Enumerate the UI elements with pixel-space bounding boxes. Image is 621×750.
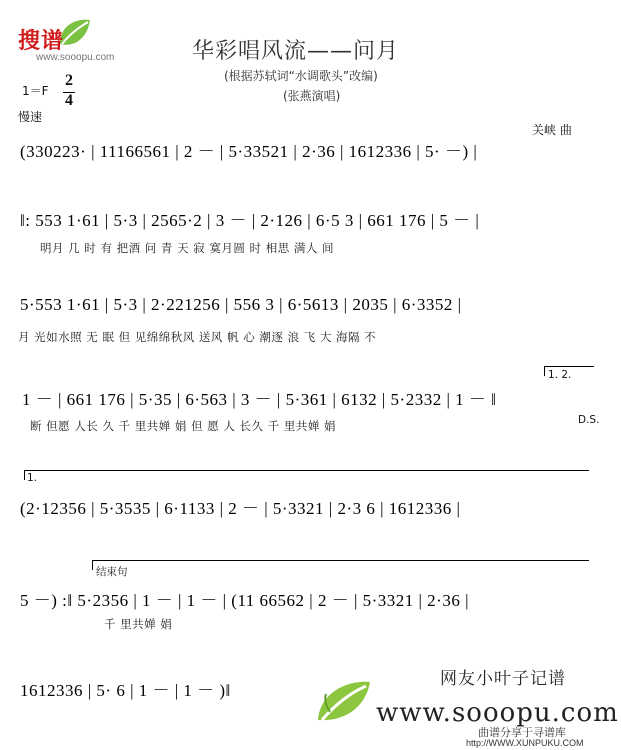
footer-small-url[interactable]: http://WWW.XUNPUKU.COM: [466, 738, 584, 748]
score-line-5: (2·12356 | 5·3535 | 6·1133 | 2 － | 5·3321 | 2·3 6 | 1612336 |: [20, 499, 461, 518]
lyrics-line-6: 千 里共婵 娟: [104, 617, 173, 631]
ending-1-tick: [24, 470, 25, 480]
footer-tagline: 曲谱分享于寻谱库: [478, 726, 566, 739]
ending-bracket-line: [544, 366, 594, 367]
subtitle: (根据苏轼词“水调歌头”改编): [224, 69, 378, 83]
score-line-3: 5·553 1·61 | 5·3 | 2·221256 | 556 3 | 6·5613 | 2035 | 6·3352 |: [20, 295, 462, 314]
composer: 关峡 曲: [532, 123, 572, 137]
ds-marking: D.S.: [578, 414, 600, 426]
score-line-2: ‖: 553 1·61 | 5·3 | 2565·2 | 3 － | 2·126 | 6·5 3 | 661 176 | 5 － |: [20, 211, 480, 230]
ending-1-line: [24, 470, 589, 471]
leaf-icon-large: [312, 676, 376, 726]
logo-text: 搜谱: [18, 29, 65, 54]
lyrics-line-3: 月 光如水照 无 眠 但 见绵绵秋风 送风 帆 心 潮逐 浪 飞 大 海隔 不: [18, 330, 377, 344]
score-line-4: 1 － | 661 176 | 5·35 | 6·563 | 3 － | 5·361 | 6132 | 5·2332 | 1 － ‖: [22, 390, 497, 409]
coda-tick: [92, 560, 93, 570]
score-line-6: 5 －) :‖ 5·2356 | 1 － | 1 － | (11 66562 | 2 － | 5·3321 | 2·36 |: [20, 591, 469, 610]
transcriber-credit: 网友小叶子记谱: [440, 669, 566, 689]
ending-bracket-12: 1. 2.: [548, 369, 572, 381]
coda-line: [92, 560, 589, 561]
ending-bracket-tick: [544, 366, 545, 376]
time-signature-bottom: 4: [65, 92, 73, 109]
ending-1-label: 1.: [27, 472, 38, 484]
tempo-marking: 慢速: [18, 110, 43, 124]
score-line-7: 1612336 | 5· 6 | 1 － | 1 － )‖: [20, 681, 231, 700]
lyrics-line-2: 明月 几 时 有 把酒 问 青 天 寂 寞月圆 时 相思 满人 间: [40, 241, 335, 255]
time-signature-top: 2: [65, 72, 73, 89]
score-line-1: (330223· | 11166561 | 2 － | 5·33521 | 2·36 | 1612336 | 5· －) |: [20, 142, 478, 161]
key-signature: 1＝F: [22, 84, 49, 98]
site-logo[interactable]: [18, 14, 128, 64]
footer-url[interactable]: www.sooopu.com: [376, 698, 619, 728]
logo-url: www.sooopu.com: [36, 52, 115, 63]
page-title: 华彩唱风流——问月: [192, 39, 400, 64]
coda-label: 结束句: [96, 566, 128, 578]
performer: (张燕演唱): [283, 89, 341, 103]
lyrics-line-4: 断 但愿 人长 久 千 里共婵 娟 但 愿 人 长久 千 里共婵 娟: [30, 419, 337, 433]
